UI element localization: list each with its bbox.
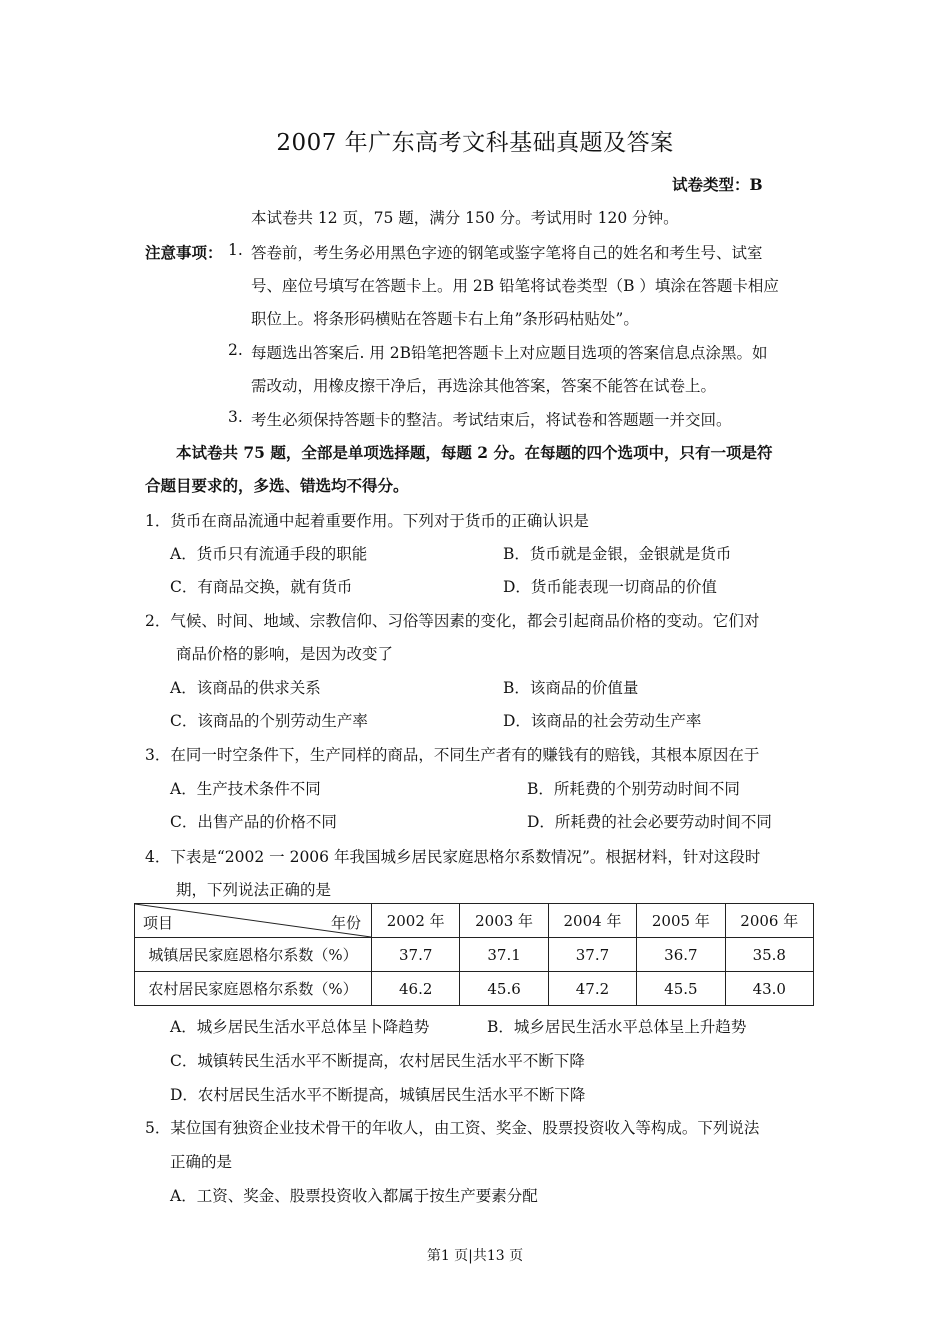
page-title: 2007 年广东高考文科基础真题及答案 (276, 130, 674, 156)
notice-label: 注意事项： (145, 243, 223, 262)
question-3-stem: 3．在同一时空条件下，生产同样的商品，不同生产者有的赚钱有的赔钱，其根本原因在于 (145, 746, 760, 764)
question-3-option-c: C．出售产品的价格不同 (170, 813, 337, 831)
notice-2-line-2: 需改动，用橡皮擦干净后，再选涂其他答案，答案不能答在试卷上。 (251, 377, 717, 395)
question-3-option-a: A．生产技术条件不同 (170, 780, 321, 798)
notice-3-line-1: 考生必须保持答题卡的整洁。考试结束后，将试卷和答题题一并交回。 (251, 411, 732, 429)
corner-label-year: 年份 (330, 914, 361, 932)
question-1-stem: 1．货币在商品流通中起着重要作用。下列对于货币的正确认识是 (145, 512, 589, 530)
question-2-option-b: B．该商品的价值量 (503, 679, 639, 697)
engel-coefficient-table (134, 903, 814, 1006)
year-header: 2002 年 (372, 904, 460, 938)
corner-label-item: 项目 (143, 914, 174, 932)
table-cell: 45.6 (460, 972, 548, 1006)
question-5-stem-line-1: 5．某位国有独资企业技术骨干的年收人，由工资、奖金、股票投资收入等构成。下列说法 (145, 1119, 760, 1137)
table-cell: 37.7 (372, 938, 460, 972)
instruction-line-1: 本试卷共 75 题，全部是单项选择题，每题 2 分。在每题的四个选项中，只有一项是符 (176, 443, 773, 462)
notice-3-number: 3. (228, 408, 243, 426)
notice-1-number: 1. (228, 241, 243, 259)
question-1-option-b: B．货币就是金银，金银就是货币 (503, 545, 732, 563)
year-header: 2004 年 (548, 904, 636, 938)
table-cell: 35.8 (725, 938, 813, 972)
page-footer: 第1 页|共13 页 (426, 1248, 524, 1264)
question-4-option-c: C．城镇转民生活水平不断提高，农村居民生活水平不断下降 (170, 1052, 585, 1070)
question-2-option-a: A．该商品的供求关系 (170, 679, 321, 697)
question-5-option-a: A．工资、奖金、股票投资收入都属于按生产要素分配 (170, 1187, 538, 1205)
question-1-option-d: D．货币能表现一切商品的价值 (503, 578, 717, 596)
notice-1-line-1: 答卷前，考生务必用黑色字迹的钢笔或鉴字笔将自己的姓名和考生号、试室 (251, 244, 763, 262)
question-4-option-a: A．城乡居民生活水平总体呈卜降趋势 (170, 1018, 430, 1036)
table-cell: 43.0 (725, 972, 813, 1006)
year-header: 2006 年 (725, 904, 813, 938)
instruction-line-2: 合题目要求的，多选、错选均不得分。 (145, 476, 409, 495)
question-3-option-b: B．所耗费的个别劳动时间不同 (527, 780, 740, 798)
question-3-option-d: D．所耗费的社会必要劳动时间不同 (527, 813, 772, 831)
row-label-rural: 农村居民家庭恩格尔系数（%） (135, 972, 372, 1006)
question-5-stem-line-2: 正确的是 (170, 1153, 233, 1171)
question-4-stem-line-1: 4．下表是“2002 一 2006 年我国城乡居民家庭思格尔系数情况”。根据材料，针对这段时 (145, 848, 761, 866)
paper-type: 试卷类型：B (672, 175, 763, 194)
question-2-stem-line-1: 2．气候、时间、地域、宗教信仰、习俗等因素的变化，都会引起商品价格的变动。它们对 (145, 612, 760, 630)
table-cell: 47.2 (548, 972, 636, 1006)
question-2-stem-line-2: 商品价格的影响，是因为改变了 (176, 645, 394, 663)
question-2-option-c: C．该商品的个别劳动生产率 (170, 712, 368, 730)
year-header: 2005 年 (637, 904, 725, 938)
notice-2-number: 2. (228, 341, 243, 359)
question-1-option-c: C．有商品交换，就有货币 (170, 578, 353, 596)
notice-1-line-3: 职位上。将条形码横贴在答题卡右上角”条形码枯贴处”。 (251, 310, 639, 328)
question-4-option-d: D．农村居民生活水平不断提高，城镇居民生活水平不断下降 (170, 1086, 586, 1104)
table-header-row (135, 904, 814, 938)
question-2-option-d: D．该商品的社会劳动生产率 (503, 712, 702, 730)
notice-2-line-1: 每题选出答案后. 用 2B铅笔把答题卡上对应题目选项的答案信息点涂黑。如 (251, 344, 768, 362)
table-cell: 46.2 (372, 972, 460, 1006)
question-1-option-a: A．货币只有流通手段的职能 (170, 545, 368, 563)
table-row (135, 972, 814, 1006)
exam-summary: 本试卷共 12 页，75 题，满分 150 分。考试用时 120 分钟。 (251, 209, 679, 227)
row-label-urban: 城镇居民家庭恩格尔系数（%） (135, 938, 372, 972)
table-cell: 45.5 (637, 972, 725, 1006)
table-cell: 37.1 (460, 938, 548, 972)
notice-1-line-2: 号、座位号填写在答题卡上。用 2B 铅笔将试卷类型（B ）填涂在答题卡相应 (251, 277, 779, 295)
table-cell: 36.7 (637, 938, 725, 972)
question-4-stem-line-2: 期，下列说法正确的是 (176, 881, 332, 899)
table-row (135, 938, 814, 972)
table-corner-cell (135, 904, 372, 938)
year-header: 2003 年 (460, 904, 548, 938)
table-cell: 37.7 (548, 938, 636, 972)
question-4-option-b: B．城乡居民生活水平总体呈上升趋势 (487, 1018, 747, 1036)
